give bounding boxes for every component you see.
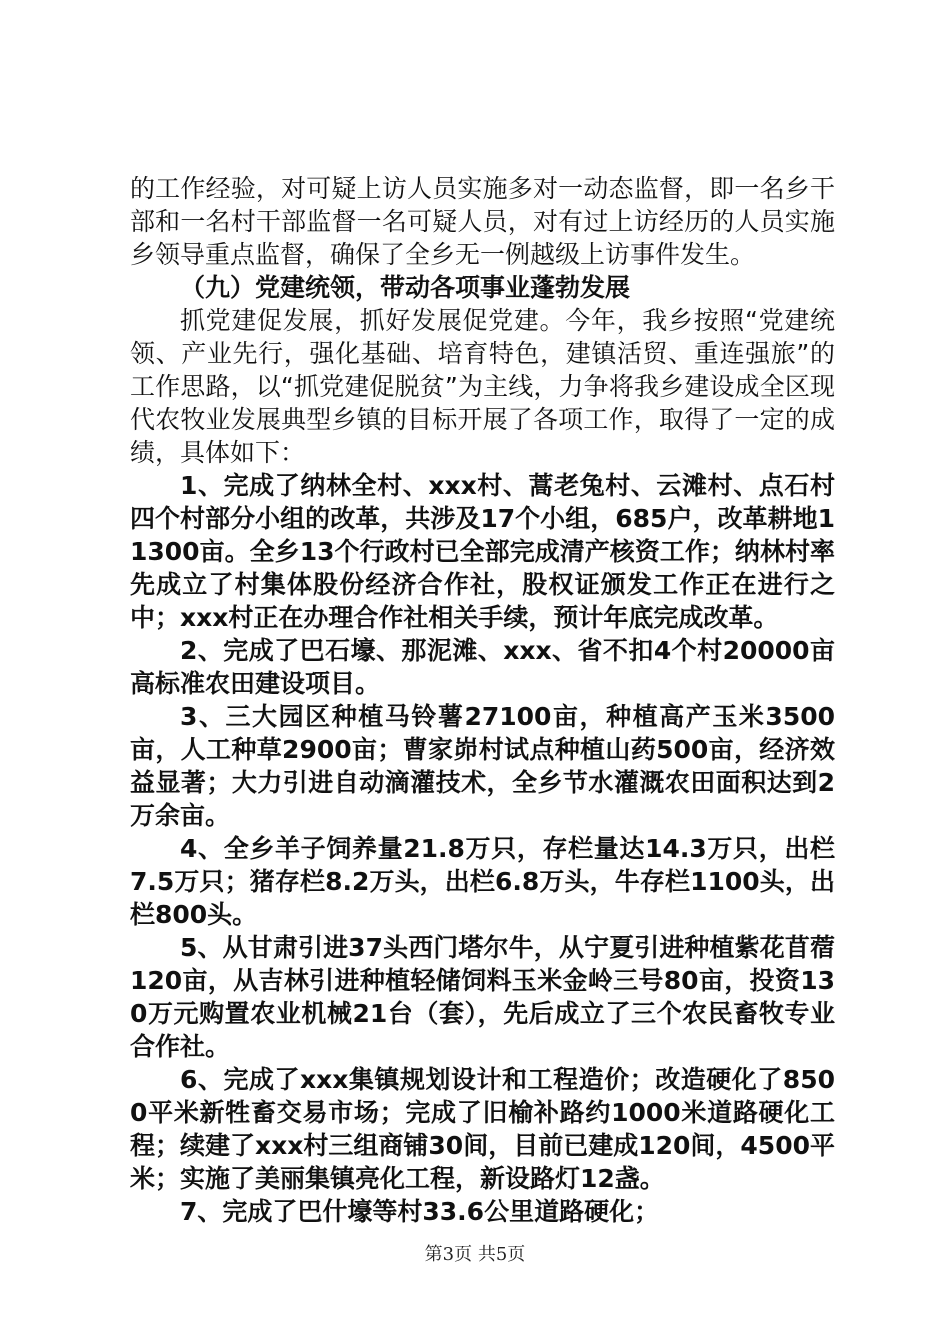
list-item-5: 5、从甘肃引进37头西门塔尔牛，从宁夏引进种植紫花苜蓿120亩，从吉林引进种植轻储饲料玉米金岭三号80亩，投资130万元购置农业机械21台（套），先后成立了三个农民畜牧专业合作社。: [130, 933, 835, 1061]
paragraph-continuation: 的工作经验，对可疑上访人员实施多对一动态监督，即一名乡干部和一名村干部监督一名可疑人员，对有过上访经历的人员实施乡领导重点监督，确保了全乡无一例越级上访事件发生。: [130, 174, 835, 269]
list-item-3: 3、三大园区种植马铃薯27100亩，种植高产玉米3500亩，人工种草2900亩；曹家峁村试点种植山药500亩，经济效益显著；大力引进自动滴灌技术，全乡节水灌溉农田面积达到2万余亩。: [130, 702, 835, 830]
list-item-4: 4、全乡羊子饲养量21.8万只，存栏量达14.3万只，出栏7.5万只；猪存栏8.2万头，出栏6.8万头，牛存栏1100头，出栏800头。: [130, 834, 835, 929]
page-footer: 第3页 共5页: [424, 1244, 526, 1265]
list-item-2: 2、完成了巴石壕、那泥滩、xxx、省不扣4个村20000亩高标准农田建设项目。: [130, 636, 835, 698]
paragraph-intro: 抓党建促发展，抓好发展促党建。今年，我乡按照“党建统领、产业先行，强化基础、培育特色，建镇活贸、重连强旅”的工作思路，以“抓党建促脱贫”为主线，力争将我乡建设成全区现代农牧业发展典型乡镇的目标开展了各项工作，取得了一定的成绩，具体如下：: [130, 306, 835, 467]
section-heading-9: （九）党建统领，带动各项事业蓬勃发展: [180, 273, 631, 302]
list-item-7: 7、完成了巴什壕等村33.6公里道路硬化；: [180, 1197, 660, 1226]
list-item-6: 6、完成了xxx集镇规划设计和工程造价；改造硬化了8500平米新牲畜交易市场；完成了旧榆补路约1000米道路硬化工程；续建了xxx村三组商铺30间，目前已建成120间，4500平米；实施了美丽集镇亮化工程，新设路灯12盏。: [130, 1065, 835, 1193]
list-item-1: 1、完成了纳林全村、xxx村、蒿老兔村、云滩村、点石村四个村部分小组的改革，共涉及17个小组，685户，改革耕地11300亩。全乡13个行政村已全部完成清产核资工作；纳林村率先成立了村集体股份经济合作社，股权证颁发工作正在进行之中；xxx村正在办理合作社相关手续，预计年底完成改革。: [130, 471, 835, 632]
document-body: [130, 172, 835, 1228]
